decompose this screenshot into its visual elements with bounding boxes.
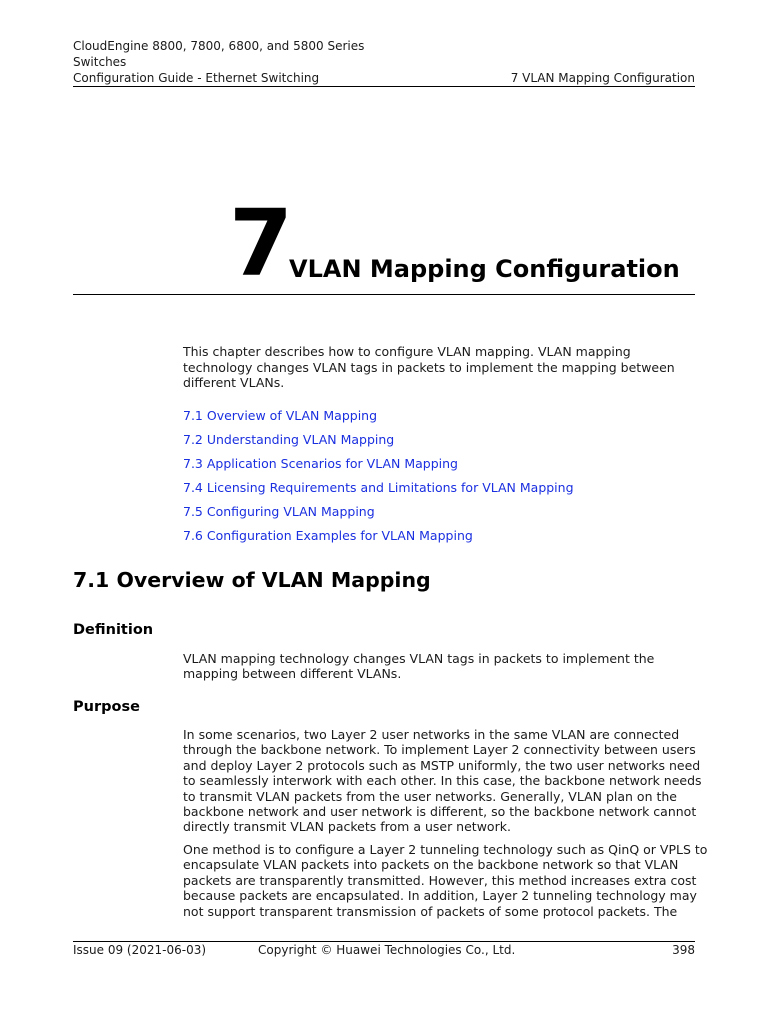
chapter-toc — [183, 408, 574, 552]
chapter-title: VLAN Mapping Configuration — [289, 255, 680, 283]
header-product-line-2: Switches — [73, 55, 127, 69]
toc-link[interactable]: 7.3 Application Scenarios for VLAN Mapping — [183, 456, 458, 471]
footer-issue: Issue 09 (2021-06-03) — [73, 943, 207, 957]
toc-link[interactable]: 7.4 Licensing Requirements and Limitations for VLAN Mapping — [183, 480, 574, 495]
header-doc-title: Configuration Guide - Ethernet Switching — [73, 71, 320, 85]
toc-link[interactable]: 7.6 Configuration Examples for VLAN Mapping — [183, 528, 473, 543]
footer-page-number: 398 — [672, 943, 695, 957]
page-footer — [73, 941, 695, 958]
chapter-intro: This chapter describes how to configure VLAN mapping. VLAN mapping technology changes VLAN tags in packets to implement the mapping between different VLANs. — [183, 344, 675, 390]
purpose-paragraph-1: In some scenarios, two Layer 2 user networks in the same VLAN are connected through the backbone network. To implement Layer 2 connectivity between users and deploy Layer 2 protocols such as MSTP uniformly, the two user networks need to seamlessly interwork with each other. In this case, the backbone network needs to transmit VLAN packets from the user networks. Generally, VLAN plan on the backbone network and user network is different, so the backbone network cannot directly transmit VLAN packets from a user network. — [183, 727, 702, 835]
section-title: 7.1 Overview of VLAN Mapping — [73, 568, 431, 592]
purpose-heading: Purpose — [73, 699, 140, 715]
chapter-number: 7 — [229, 190, 294, 297]
header-rule-row — [73, 70, 695, 87]
chapter-divider — [73, 294, 695, 295]
header-product-line: CloudEngine 8800, 7800, 6800, and 5800 Series — [73, 39, 365, 53]
toc-link[interactable]: 7.5 Configuring VLAN Mapping — [183, 504, 375, 519]
definition-text: VLAN mapping technology changes VLAN tags in packets to implement the mapping between different VLANs. — [183, 651, 655, 682]
purpose-paragraph-2: One method is to configure a Layer 2 tunneling technology such as QinQ or VPLS to encapsulate VLAN packets into packets on the backbone network so that VLAN packets are transparently transmitted. However, this method increases extra cost because packets are encapsulated. In addition, Layer 2 tunneling technology may not support transparent transmission of packets of some protocol packets. The — [183, 842, 708, 919]
toc-link[interactable]: 7.2 Understanding VLAN Mapping — [183, 432, 395, 447]
footer-copyright: Copyright © Huawei Technologies Co., Ltd. — [258, 943, 516, 957]
definition-heading: Definition — [73, 622, 154, 638]
header-chapter-ref: 7 VLAN Mapping Configuration — [510, 71, 695, 85]
toc-link[interactable]: 7.1 Overview of VLAN Mapping — [183, 408, 378, 423]
page-header — [73, 38, 695, 87]
